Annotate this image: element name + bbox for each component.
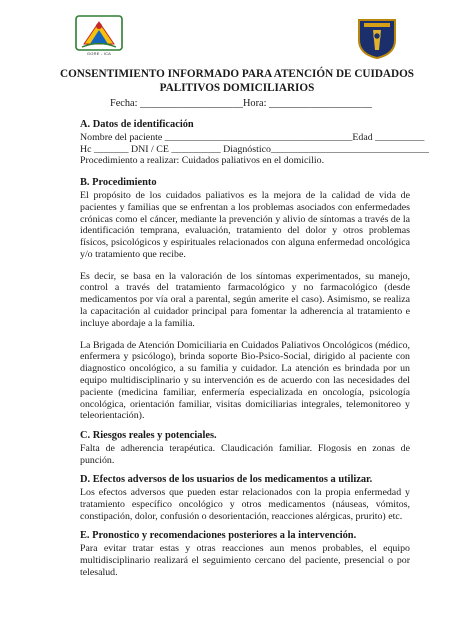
procedure-line: Procedimiento a realizar: Cuidados paliativos en el domicilio. [80, 155, 325, 167]
patient-name-age-line[interactable]: Nombre del paciente ______________________________________Edad __________ [80, 131, 425, 143]
section-a-heading: A. Datos de identificación [80, 119, 194, 130]
document-title: CONSENTIMIENTO INFORMADO PARA ATENCIÓN DE CUIDADOS PALITIVOS DOMICILIARIOS [60, 68, 414, 94]
section-d-heading: D. Efectos adversos de los usuarios de los medicamentos a utilizar. [80, 474, 373, 486]
section-e-text: Para evitar tratar estas y otras reacciones aun menos probables, el equipo multidisciplinario realizará el seguimiento cercano del paciente, presencial o por telesalud. [80, 543, 410, 578]
document-body [80, 119, 429, 578]
date-time-row [110, 97, 410, 110]
section-c-heading: C. Riesgos reales y potenciales. [80, 430, 217, 442]
section-b-paragraph-1: El propósito de los cuidados paliativos es la mejora de la calidad de vida de pacientes y familias que se enfrentan a los problemas asociados con enfermedades crónicas como el cáncer, mediante la prevención y alivio de síntomas a través de la identificación temprana, evaluación, tratamiento del dolor y otros problemas físicos, psicológicos y espirituales relacionados con alguna enfermedad oncológica y/o tratamiento que recibe. [80, 189, 410, 260]
hora-field[interactable]: Hora: ____________________ [243, 98, 372, 109]
section-b-paragraph-3: La Brigada de Atención Domiciliaria en Cuidados Paliativos Oncológicos (médico, enfermera y psicólogo), brinda soporte Bio-Psico-Social, dirigido al paciente con diagnostico oncológico, a su familia y cuidador. La atención es brindada por un equipo multidisciplinario y su intervención es de acuerdo con las necesidades del paciente (medicina familiar, enfermería especializada en oncología, psicología oncológica, orientación familiar, visitas domiciliarias integrales, telemonitoreo y teleorientación). [80, 339, 410, 422]
hospital-shield-logo [356, 16, 398, 60]
section-b-heading: B. Procedimiento [80, 177, 157, 189]
fecha-field[interactable]: Fecha: ____________________ [110, 98, 243, 109]
section-e-heading: E. Pronostico y recomendaciones posteriores a la intervención. [80, 530, 357, 542]
section-c-text: Falta de adherencia terapéutica. Claudicación familiar. Flogosis en zonas de punción. [80, 442, 410, 466]
section-b-paragraph-2: Es decir, se basa en la valoración de los síntomas experimentados, su manejo, control a través del tratamiento farmacológico y no farmacológico (desde medicamentos por vía oral a parental, según amerite el caso). Asimismo, se realiza la capacitación al cuidador principal para fomentar la adherencia al tratamiento e incluye abordaje a la familia. [80, 270, 410, 329]
hc-dni-diagnosis-line[interactable]: Hc _______ DNI / CE __________ Diagnóstico________________________________ [80, 143, 429, 155]
left-logo-caption: GORE - ICA [86, 51, 111, 56]
section-d-text: Los efectos adversos que pueden estar relacionados con la propia enfermedad y tratamiento específico oncológico y otros medicamentos (náuseas, vómitos, constipación, dolor, confusión o desorientación, reacciones alérgicas, prurito) etc. [80, 487, 410, 522]
